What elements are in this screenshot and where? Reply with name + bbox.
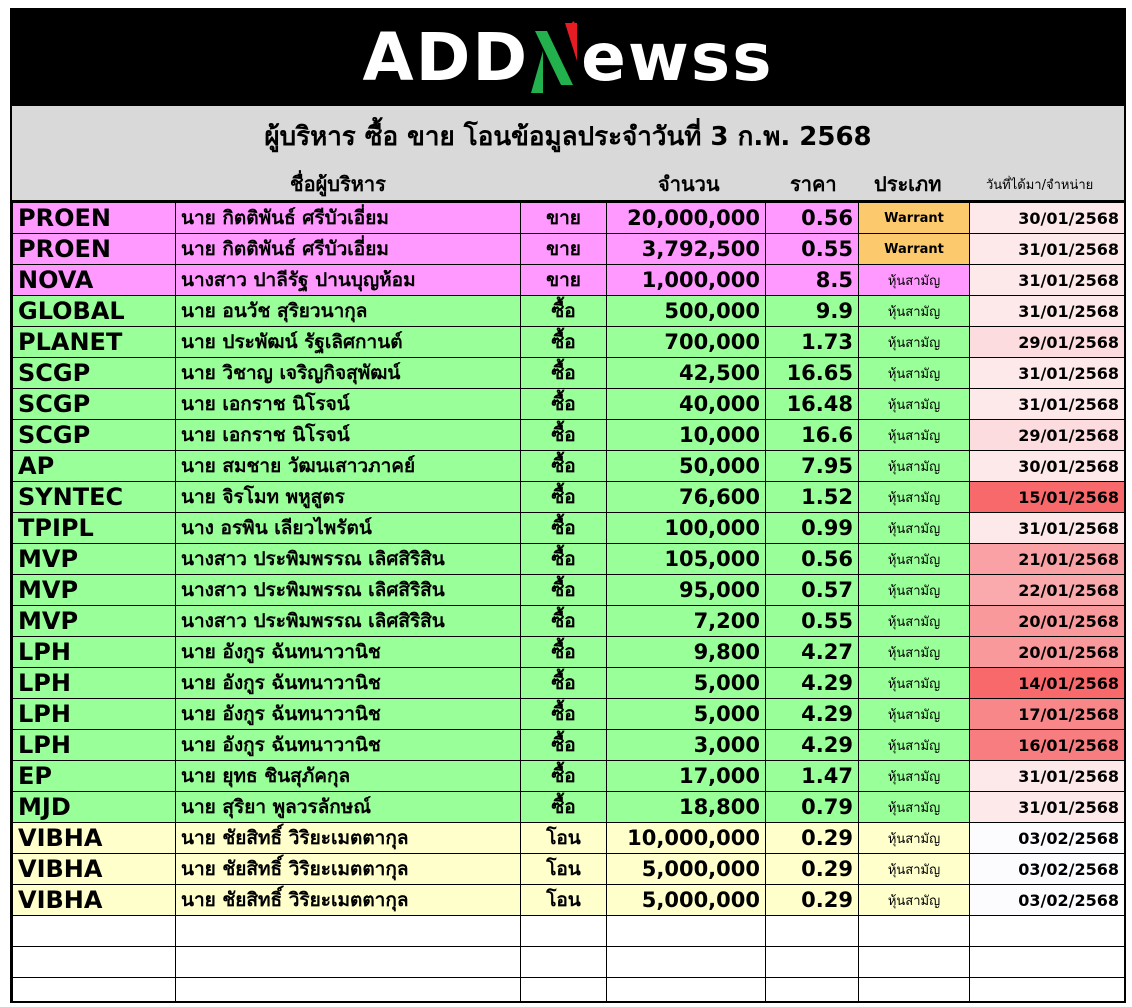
table-row [13,265,1125,296]
empty-cell [521,947,607,978]
cell-type: หุ้นสามัญ [859,420,970,451]
table-row [13,668,1125,699]
cell-executive-name: นาย เอกราช นิโรจน์ [176,420,521,451]
cell-type: หุ้นสามัญ [859,482,970,513]
cell-date: 17/01/2568 [970,699,1125,730]
cell-action: ซื้อ [521,358,607,389]
cell-type: Warrant [859,203,970,234]
cell-volume: 42,500 [607,358,766,389]
cell-type: หุ้นสามัญ [859,699,970,730]
cell-volume: 5,000 [607,699,766,730]
table-row [13,761,1125,792]
cell-date: 15/01/2568 [970,482,1125,513]
cell-executive-name: นาย ชัยสิทธิ์ วิริยะเมตตากุล [176,823,521,854]
cell-action: ซื้อ [521,761,607,792]
cell-action: ซื้อ [521,606,607,637]
brand-logo [363,21,774,95]
cell-price: 4.27 [766,637,859,668]
cell-price: 16.6 [766,420,859,451]
cell-volume: 500,000 [607,296,766,327]
header-price: ราคา [790,172,837,196]
cell-symbol: PROEN [13,234,176,265]
cell-date: 31/01/2568 [970,792,1125,823]
cell-volume: 40,000 [607,389,766,420]
cell-type: หุ้นสามัญ [859,451,970,482]
cell-volume: 5,000 [607,668,766,699]
cell-type: หุ้นสามัญ [859,327,970,358]
cell-price: 1.73 [766,327,859,358]
empty-cell [970,947,1125,978]
cell-action: โอน [521,854,607,885]
cell-symbol: MVP [13,544,176,575]
title-area [12,106,1124,202]
cell-volume: 50,000 [607,451,766,482]
cell-type: หุ้นสามัญ [859,358,970,389]
brand-logo-right: ewss [581,19,774,96]
brand-logo-left: ADD [362,19,530,96]
cell-date: 30/01/2568 [970,203,1125,234]
empty-cell [521,916,607,947]
cell-executive-name: นาย ประพัฒน์ รัฐเลิศกานต์ [176,327,521,358]
cell-price: 0.29 [766,854,859,885]
cell-executive-name: นาย อังกูร ฉันทนาวานิช [176,699,521,730]
cell-action: ซื้อ [521,451,607,482]
empty-cell [13,916,176,947]
cell-executive-name: นาง อรพิน เลียวไพรัตน์ [176,513,521,544]
cell-symbol: LPH [13,637,176,668]
cell-symbol: GLOBAL [13,296,176,327]
cell-action: ซื้อ [521,730,607,761]
cell-executive-name: นาย อังกูร ฉันทนาวานิช [176,730,521,761]
cell-price: 0.55 [766,234,859,265]
cell-type: หุ้นสามัญ [859,296,970,327]
cell-price: 16.48 [766,389,859,420]
empty-cell [176,947,521,978]
empty-cell [766,978,859,1004]
cell-price: 4.29 [766,730,859,761]
cell-date: 03/02/2568 [970,854,1125,885]
cell-price: 0.29 [766,885,859,916]
header-type: ประเภท [874,172,942,196]
table-row [13,637,1125,668]
empty-cell [176,916,521,947]
table-row [13,699,1125,730]
table-row [13,730,1125,761]
empty-cell [607,978,766,1004]
cell-price: 0.56 [766,544,859,575]
cell-volume: 17,000 [607,761,766,792]
cell-type: หุ้นสามัญ [859,668,970,699]
empty-cell [13,947,176,978]
cell-symbol: LPH [13,730,176,761]
cell-action: ขาย [521,234,607,265]
cell-action: โอน [521,823,607,854]
empty-cell [607,916,766,947]
cell-date: 31/01/2568 [970,761,1125,792]
cell-symbol: LPH [13,699,176,730]
cell-action: ซื้อ [521,296,607,327]
cell-type: หุ้นสามัญ [859,854,970,885]
cell-executive-name: นาย เอกราช นิโรจน์ [176,389,521,420]
cell-action: โอน [521,885,607,916]
cell-executive-name: นาย จิรโมท พหูสูตร [176,482,521,513]
cell-executive-name: นาย ยุทธ ชินสุภัคกุล [176,761,521,792]
cell-action: ซื้อ [521,544,607,575]
cell-symbol: VIBHA [13,854,176,885]
cell-symbol: MJD [13,792,176,823]
cell-executive-name: นาย อังกูร ฉันทนาวานิช [176,668,521,699]
cell-price: 0.79 [766,792,859,823]
cell-symbol: AP [13,451,176,482]
cell-volume: 9,800 [607,637,766,668]
cell-volume: 700,000 [607,327,766,358]
cell-action: ซื้อ [521,637,607,668]
insider-trades-table [12,202,1125,1003]
header-volume: จำนวน [658,172,720,196]
table-row [13,358,1125,389]
cell-date: 31/01/2568 [970,358,1125,389]
table-row [13,823,1125,854]
cell-date: 31/01/2568 [970,234,1125,265]
empty-cell [607,947,766,978]
table-row [13,544,1125,575]
empty-cell [970,978,1125,1004]
cell-type: หุ้นสามัญ [859,761,970,792]
cell-date: 31/01/2568 [970,296,1125,327]
cell-date: 29/01/2568 [970,327,1125,358]
cell-date: 21/01/2568 [970,544,1125,575]
cell-executive-name: นางสาว ปาลีรัฐ ปานบุญห้อม [176,265,521,296]
table-row [13,234,1125,265]
cell-type: หุ้นสามัญ [859,730,970,761]
empty-cell [766,916,859,947]
cell-volume: 95,000 [607,575,766,606]
brand-banner [12,10,1124,106]
cell-executive-name: นางสาว ประพิมพรรณ เลิศสิริสิน [176,544,521,575]
cell-symbol: NOVA [13,265,176,296]
cell-action: ซื้อ [521,575,607,606]
table-row [13,296,1125,327]
cell-symbol: SCGP [13,358,176,389]
cell-type: หุ้นสามัญ [859,792,970,823]
cell-volume: 18,800 [607,792,766,823]
cell-executive-name: นาย กิตติพันธ์ ศรีบัวเอี่ยม [176,203,521,234]
cell-symbol: TPIPL [13,513,176,544]
cell-executive-name: นางสาว ประพิมพรรณ เลิศสิริสิน [176,606,521,637]
cell-volume: 105,000 [607,544,766,575]
cell-price: 7.95 [766,451,859,482]
cell-action: ขาย [521,203,607,234]
cell-volume: 5,000,000 [607,854,766,885]
cell-price: 4.29 [766,668,859,699]
empty-row [13,916,1125,947]
cell-date: 03/02/2568 [970,885,1125,916]
empty-cell [13,978,176,1004]
empty-cell [859,916,970,947]
header-date: วันที่ได้มา/จำหน่าย [986,178,1094,193]
cell-date: 30/01/2568 [970,451,1125,482]
cell-volume: 76,600 [607,482,766,513]
cell-price: 4.29 [766,699,859,730]
cell-symbol: VIBHA [13,823,176,854]
cell-type: หุ้นสามัญ [859,265,970,296]
cell-action: ซื้อ [521,482,607,513]
cell-price: 8.5 [766,265,859,296]
cell-symbol: SCGP [13,389,176,420]
empty-cell [859,978,970,1004]
cell-volume: 5,000,000 [607,885,766,916]
empty-cell [176,978,521,1004]
table-row [13,420,1125,451]
table-row [13,575,1125,606]
header-name: ชื่อผู้บริหาร [290,172,386,196]
cell-type: หุ้นสามัญ [859,389,970,420]
cell-action: ซื้อ [521,327,607,358]
cell-symbol: PLANET [13,327,176,358]
cell-date: 29/01/2568 [970,420,1125,451]
cell-symbol: VIBHA [13,885,176,916]
cell-price: 1.47 [766,761,859,792]
empty-row [13,947,1125,978]
cell-symbol: SYNTEC [13,482,176,513]
cell-executive-name: นางสาว ประพิมพรรณ เลิศสิริสิน [176,575,521,606]
empty-cell [766,947,859,978]
cell-action: ซื้อ [521,668,607,699]
cell-type: Warrant [859,234,970,265]
empty-cell [859,947,970,978]
cell-symbol: EP [13,761,176,792]
cell-symbol: PROEN [13,203,176,234]
cell-date: 03/02/2568 [970,823,1125,854]
table-row [13,203,1125,234]
cell-date: 20/01/2568 [970,606,1125,637]
cell-type: หุ้นสามัญ [859,544,970,575]
page-title: ผู้บริหาร ซื้อ ขาย โอนข้อมูลประจำวันที่ 3 ก.พ. 2568 [264,122,872,152]
cell-action: ซื้อ [521,699,607,730]
cell-price: 0.99 [766,513,859,544]
cell-executive-name: นาย อังกูร ฉันทนาวานิช [176,637,521,668]
empty-cell [521,978,607,1004]
cell-action: ซื้อ [521,389,607,420]
cell-date: 16/01/2568 [970,730,1125,761]
cell-type: หุ้นสามัญ [859,823,970,854]
cell-date: 31/01/2568 [970,389,1125,420]
table-row [13,513,1125,544]
table-row [13,792,1125,823]
cell-type: หุ้นสามัญ [859,885,970,916]
table-row [13,885,1125,916]
cell-action: ซื้อ [521,792,607,823]
cell-symbol: MVP [13,575,176,606]
cell-date: 31/01/2568 [970,265,1125,296]
cell-price: 0.57 [766,575,859,606]
table-row [13,854,1125,885]
cell-date: 22/01/2568 [970,575,1125,606]
cell-type: หุ้นสามัญ [859,575,970,606]
cell-volume: 10,000 [607,420,766,451]
cell-volume: 3,792,500 [607,234,766,265]
cell-symbol: LPH [13,668,176,699]
cell-volume: 20,000,000 [607,203,766,234]
cell-action: ซื้อ [521,513,607,544]
table-row [13,451,1125,482]
cell-date: 31/01/2568 [970,513,1125,544]
table-row [13,327,1125,358]
cell-executive-name: นาย ชัยสิทธิ์ วิริยะเมตตากุล [176,885,521,916]
cell-price: 1.52 [766,482,859,513]
cell-type: หุ้นสามัญ [859,513,970,544]
cell-price: 0.29 [766,823,859,854]
cell-date: 14/01/2568 [970,668,1125,699]
cell-date: 20/01/2568 [970,637,1125,668]
cell-executive-name: นาย อนวัช สุริยวนากุล [176,296,521,327]
empty-row [13,978,1125,1004]
cell-symbol: MVP [13,606,176,637]
empty-cell [970,916,1125,947]
cell-price: 16.65 [766,358,859,389]
table-row [13,606,1125,637]
cell-price: 0.56 [766,203,859,234]
cell-executive-name: นาย สมชาย วัฒนเสาวภาคย์ [176,451,521,482]
brand-logo-n-mark [529,21,581,95]
report-sheet [10,8,1126,1003]
table-row [13,389,1125,420]
cell-price: 0.55 [766,606,859,637]
cell-volume: 7,200 [607,606,766,637]
cell-volume: 100,000 [607,513,766,544]
cell-action: ขาย [521,265,607,296]
cell-volume: 3,000 [607,730,766,761]
cell-type: หุ้นสามัญ [859,606,970,637]
cell-type: หุ้นสามัญ [859,637,970,668]
cell-action: ซื้อ [521,420,607,451]
cell-price: 9.9 [766,296,859,327]
cell-volume: 10,000,000 [607,823,766,854]
cell-executive-name: นาย สุริยา พูลวรลักษณ์ [176,792,521,823]
cell-volume: 1,000,000 [607,265,766,296]
cell-executive-name: นาย ชัยสิทธิ์ วิริยะเมตตากุล [176,854,521,885]
cell-executive-name: นาย วิชาญ เจริญกิจสุพัฒน์ [176,358,521,389]
cell-executive-name: นาย กิตติพันธ์ ศรีบัวเอี่ยม [176,234,521,265]
cell-symbol: SCGP [13,420,176,451]
table-row [13,482,1125,513]
